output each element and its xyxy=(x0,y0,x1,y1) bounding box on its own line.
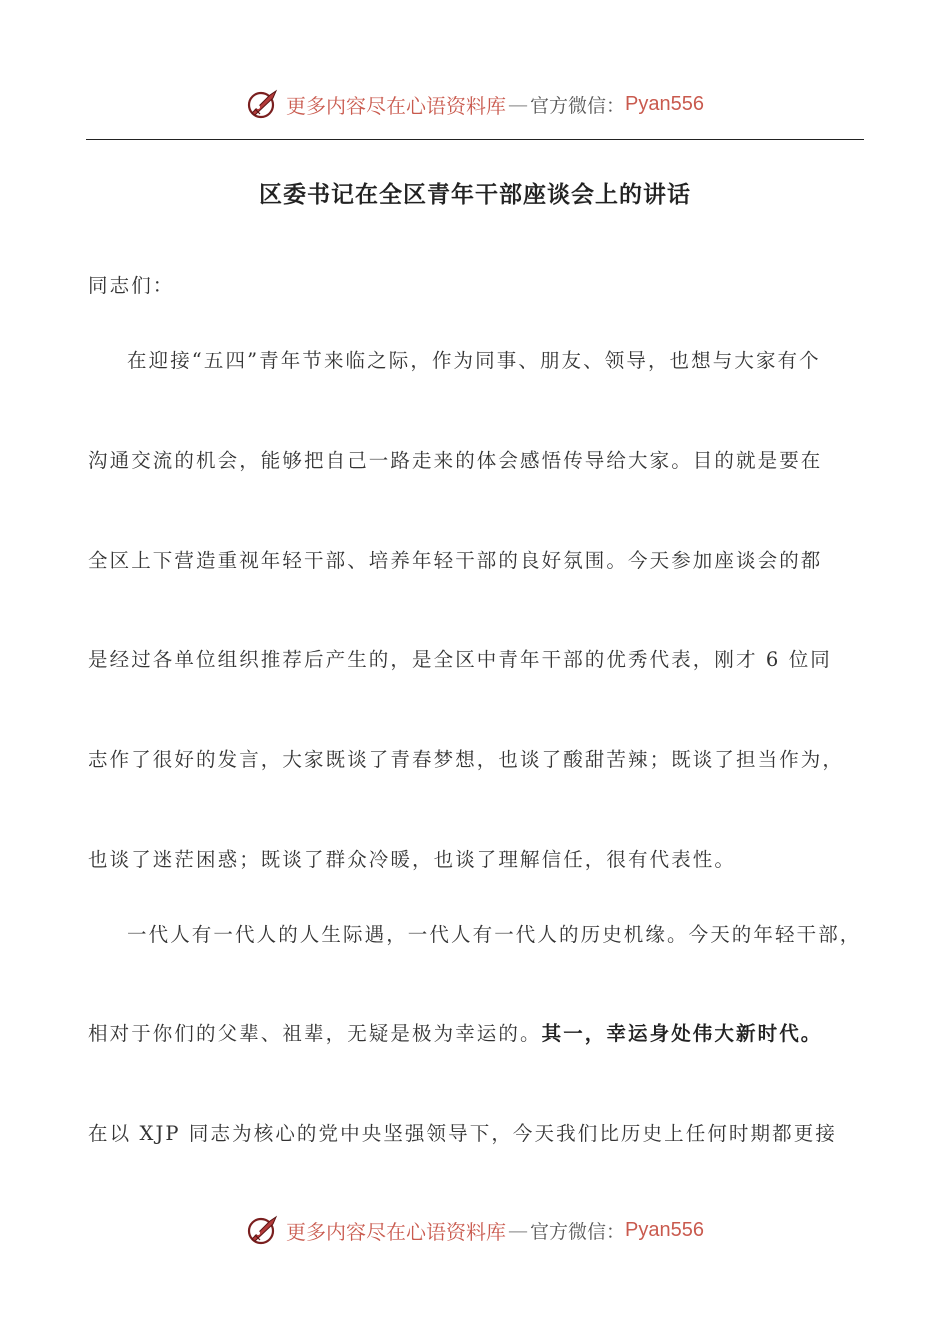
paragraph-line: 志作了很好的发言，大家既谈了青春梦想，也谈了酸甜苦辣；既谈了担当作为， xyxy=(88,748,845,771)
document-title: 区委书记在全区青年干部座谈会上的讲话 xyxy=(259,182,691,208)
paragraph-line: 在迎接“五四”青年节来临之际，作为同事、朋友、领导，也想与大家有个 xyxy=(127,349,821,372)
paragraph-line: 全区上下营造重视年轻干部、培养年轻干部的良好氛围。今天参加座谈会的都 xyxy=(88,549,823,572)
paragraph-line: 是经过各单位组织推荐后产生的，是全区中青年干部的优秀代表，刚才 6 位同 xyxy=(88,648,832,671)
bold-heading: 其一，幸运身处伟大新时代。 xyxy=(541,1022,823,1045)
header-banner xyxy=(0,84,950,124)
banner-separator: — xyxy=(508,1218,528,1242)
header-divider xyxy=(86,139,864,140)
banner-wechat-label: 官方微信： xyxy=(530,94,626,117)
paragraph-text: 相对于你们的父辈、祖辈，无疑是极为幸运的。 xyxy=(88,1022,542,1045)
paragraph-line: 沟通交流的机会，能够把自己一路走来的体会感悟传导给大家。目的就是要在 xyxy=(88,449,823,472)
pen-logo-icon xyxy=(246,87,280,121)
paragraph-line: 也谈了迷茫困惑；既谈了群众冷暖，也谈了理解信任，很有代表性。 xyxy=(88,848,737,871)
banner-separator: — xyxy=(508,92,528,116)
banner-slogan: 更多内容尽在心语资料库 xyxy=(286,93,506,118)
paragraph-line: 在以 XJP 同志为核心的党中央坚强领导下，今天我们比历史上任何时期都更接 xyxy=(88,1122,837,1145)
pen-logo-icon xyxy=(246,1213,280,1247)
banner-wechat-label: 官方微信： xyxy=(530,1220,626,1243)
paragraph-line: 一代人有一代人的人生际遇，一代人有一代人的历史机缘。今天的年轻干部， xyxy=(127,923,862,946)
banner-wechat-id: Pyan556 xyxy=(625,92,704,115)
banner-wechat-id: Pyan556 xyxy=(625,1218,704,1241)
paragraph-line xyxy=(88,1020,822,1048)
banner-slogan: 更多内容尽在心语资料库 xyxy=(286,1219,506,1244)
salutation: 同志们： xyxy=(88,274,175,297)
footer-banner xyxy=(0,1210,950,1250)
